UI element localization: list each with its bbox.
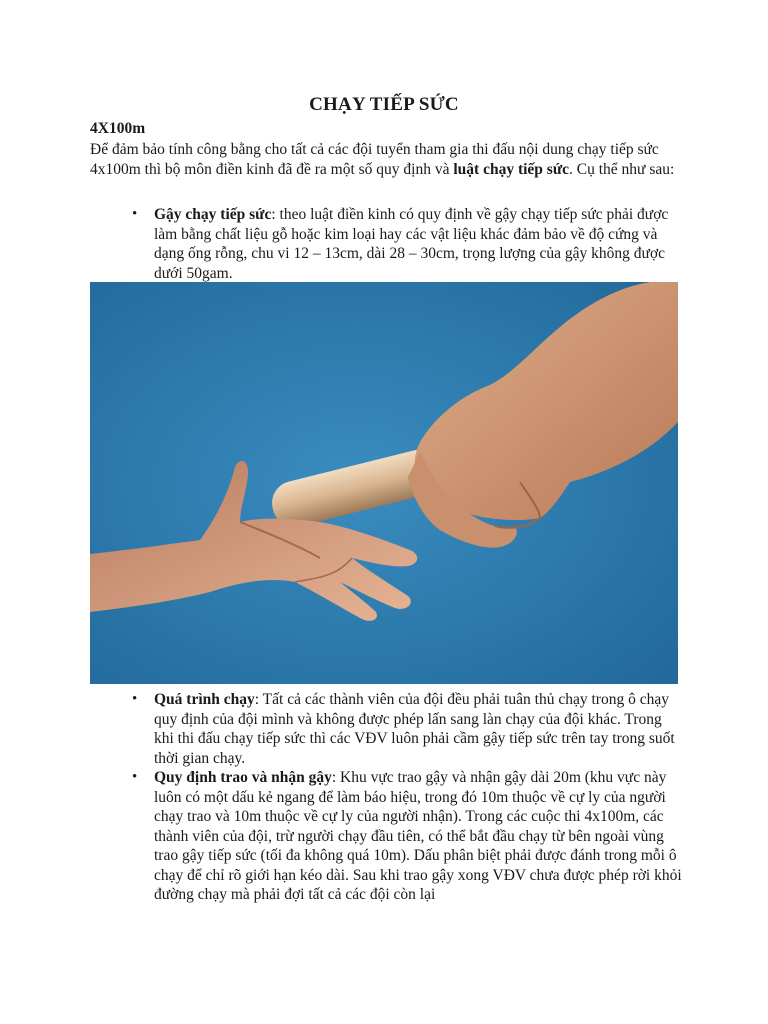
bullet-list-top (90, 205, 682, 283)
bullet-term: Quá trình chạy (154, 691, 255, 708)
bullet-icon: • (132, 691, 138, 707)
list-item (90, 205, 682, 283)
bullet-text: : Tất cả các thành viên của đội đều phải tuân thủ chạy trong ô chạy quy định của đội mình và không được phép lấn sang làn chạy của đội khác. Trong khi thi đấu chạy tiếp sức thì các VĐV luôn phải cầm gậy tiếp sức trên tay trong suốt thời gian chạy. (154, 691, 675, 767)
bullet-icon: • (132, 206, 138, 222)
intro-text-before: Để đảm bảo tính công bằng cho tất cả các đội tuyển tham gia thi đấu nội dung chạy tiếp sức 4x100m thì bộ môn điền kinh đã đề ra một số quy định và (90, 141, 659, 178)
bullet-term: Gậy chạy tiếp sức (154, 206, 272, 223)
list-item (90, 768, 682, 905)
intro-text-after: . Cụ thể như sau: (569, 160, 675, 178)
bullet-text: : Khu vực trao gậy và nhận gậy dài 20m (khu vực này luôn có một dấu kẻ ngang để làm báo hiệu, trong đó 10m thuộc về cự ly của người chạy trao và 10m thuộc về cự ly của người nhận). Trong các cuộc thi 4x100m, các thành viên của đội, trừ người chạy đầu tiên, có thể bắt đầu chạy từ bên ngoài vùng trao gậy tiếp sức (tối đa không quá 10m). Dấu phân biệt phải được đánh trong mỗi ô chạy để chỉ rõ giới hạn kéo dài. Sau khi trao gậy xong VĐV chưa được phép rời khỏi đường chạy mà phải đợi tất cả các đội còn lại (154, 769, 682, 903)
list-item (90, 690, 682, 768)
intro-paragraph (90, 140, 682, 179)
relay-baton-handoff-photo (90, 282, 678, 684)
intro-bold-term: luật chạy tiếp sức (453, 160, 570, 178)
bullet-icon: • (132, 769, 138, 785)
bullet-list-bottom (90, 690, 682, 905)
bullet-text: : theo luật điền kinh có quy định về gậy chạy tiếp sức phải được làm bằng chất liệu gỗ hoặc kim loại hay các vật liệu khác đảm bảo về độ cứng và dạng ống rỗng, chu vi 12 – 13cm, dài 28 – 30cm, trọng lượng của gậy không được dưới 50gam. (154, 206, 669, 282)
document-title: CHẠY TIẾP SỨC (309, 94, 459, 115)
bullet-term: Quy định trao và nhận gậy (154, 769, 332, 786)
section-subheading: 4X100m (90, 120, 146, 137)
